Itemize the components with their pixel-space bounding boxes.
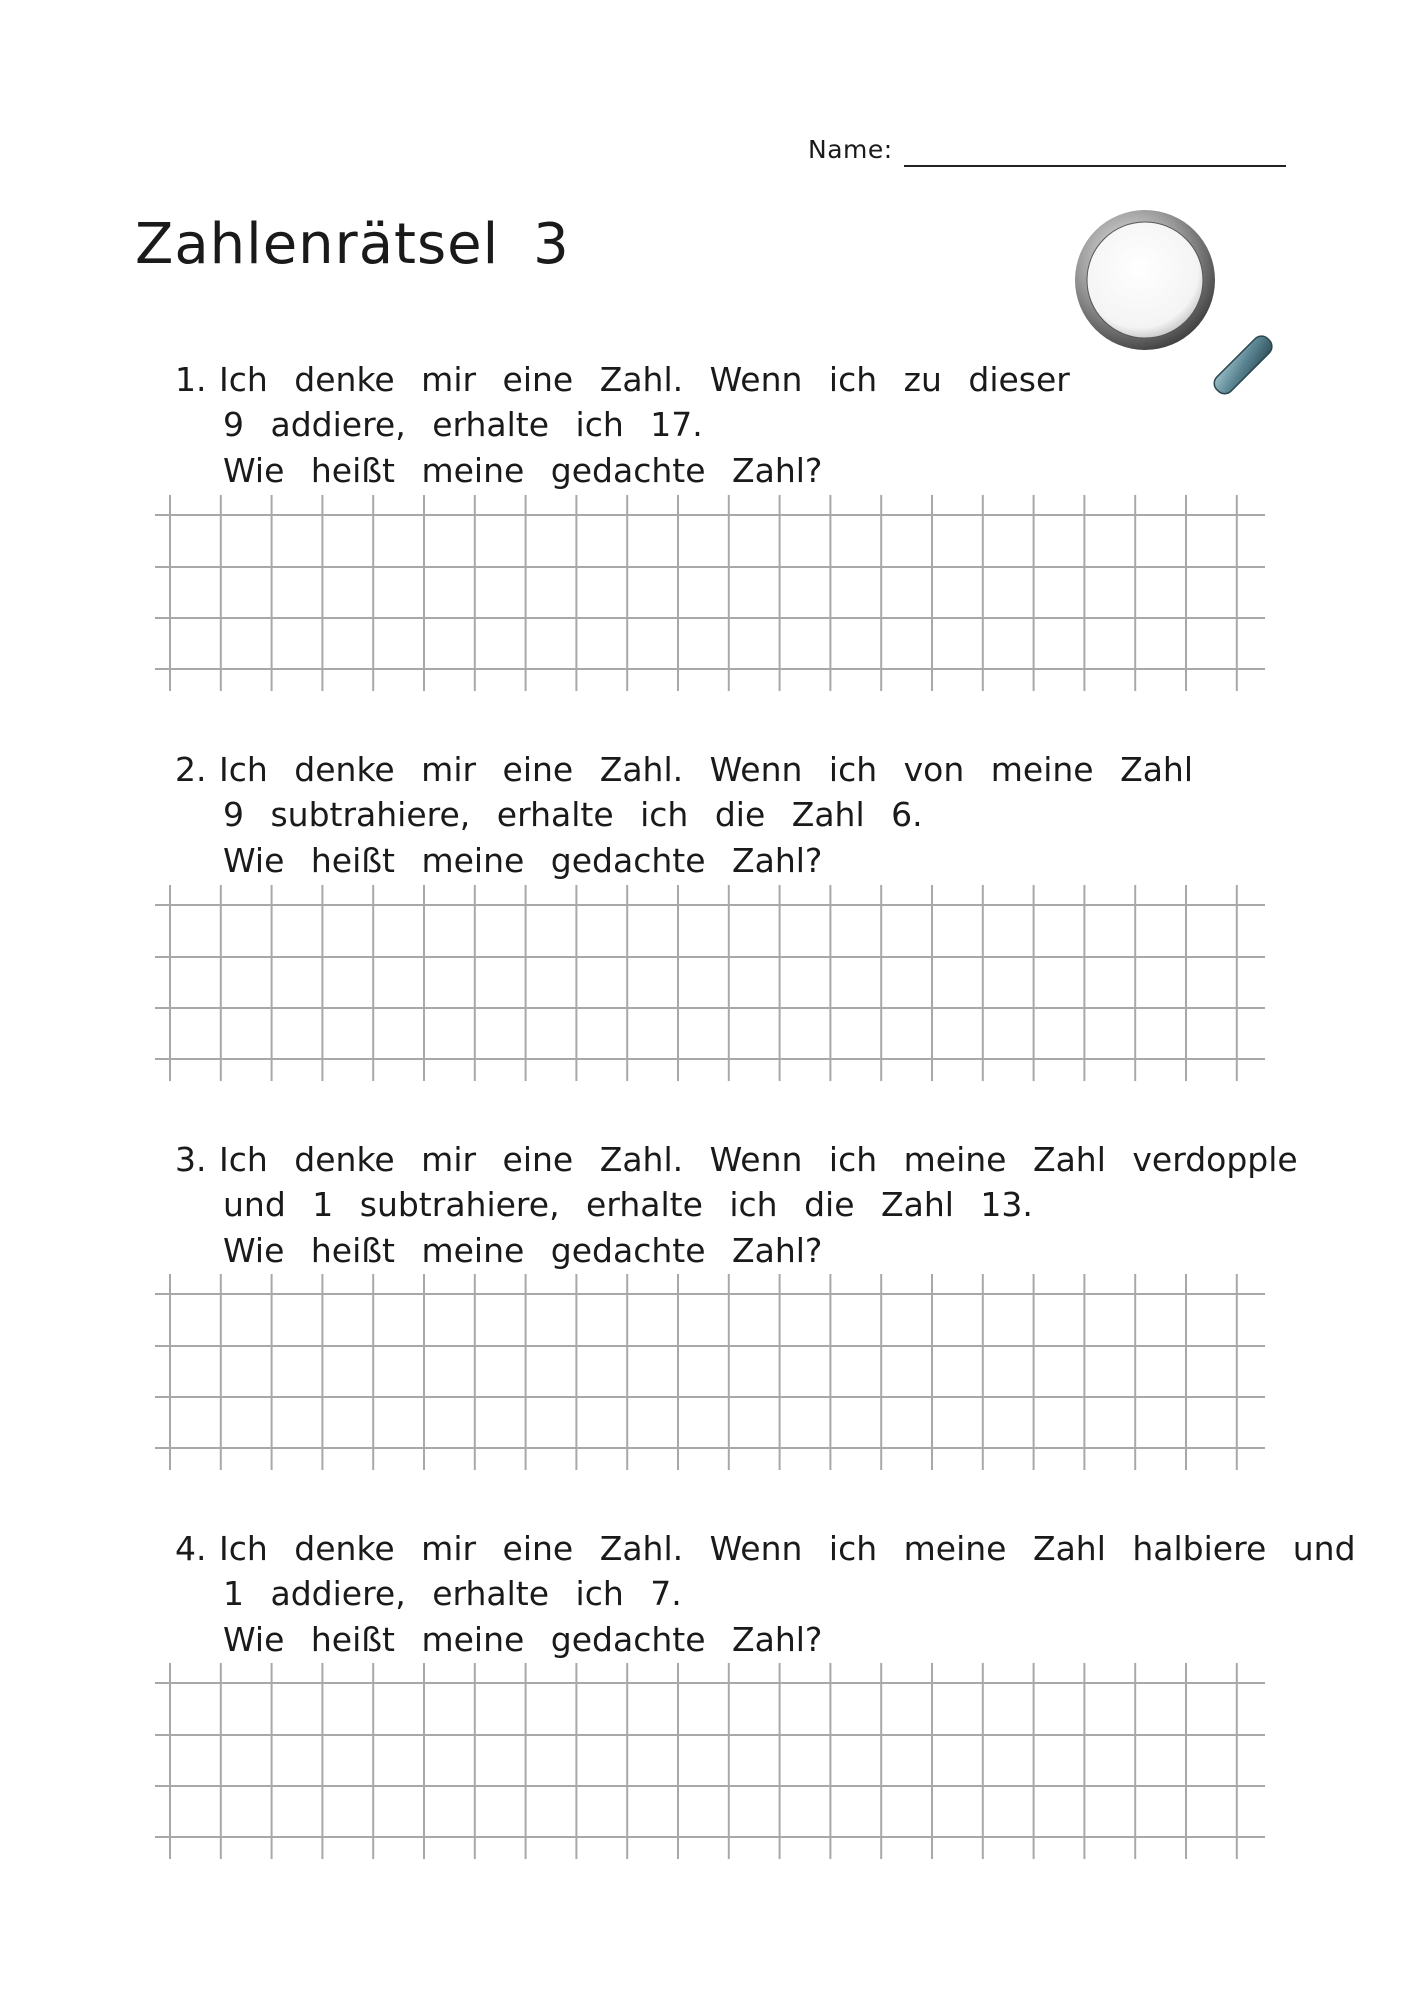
answer-grid-4[interactable]: [155, 1663, 1265, 1863]
task-text-line: 9 addiere, erhalte ich 17.: [223, 405, 703, 444]
task-text-line: Ich denke mir eine Zahl. Wenn ich meine Zahl halbiere und: [219, 1529, 1356, 1568]
task-text-line: Ich denke mir eine Zahl. Wenn ich zu dieser: [219, 360, 1070, 399]
task-number: 2.: [175, 750, 207, 789]
magnifying-glass-icon: [1060, 200, 1280, 430]
task-question-line: Wie heißt meine gedachte Zahl?: [223, 451, 823, 490]
task-number: 1.: [175, 360, 207, 399]
grid-lines: [155, 495, 1265, 695]
answer-grid-3[interactable]: [155, 1274, 1265, 1474]
task-text-line: und 1 subtrahiere, erhalte ich die Zahl 13.: [223, 1185, 1033, 1224]
grid-lines: [155, 1663, 1265, 1863]
title-word: Zahlenrätsel: [135, 212, 500, 277]
answer-grid-2[interactable]: [155, 885, 1265, 1085]
task-question-line: Wie heißt meine gedachte Zahl?: [223, 1620, 823, 1659]
title-number: 3: [533, 212, 570, 277]
task-text-line: Ich denke mir eine Zahl. Wenn ich von meine Zahl: [219, 750, 1194, 789]
worksheet-title: [135, 212, 570, 277]
task-number: 4.: [175, 1529, 207, 1568]
task-number: 3.: [175, 1140, 207, 1179]
answer-grid-1[interactable]: [155, 495, 1265, 695]
task-question-line: Wie heißt meine gedachte Zahl?: [223, 841, 823, 880]
name-field: [808, 135, 1288, 175]
grid-lines: [155, 885, 1265, 1085]
task-text-line: Ich denke mir eine Zahl. Wenn ich meine Zahl verdopple: [219, 1140, 1298, 1179]
task-question-line: Wie heißt meine gedachte Zahl?: [223, 1231, 823, 1270]
task-text-line: 9 subtrahiere, erhalte ich die Zahl 6.: [223, 795, 923, 834]
name-writing-line[interactable]: [904, 165, 1286, 167]
grid-lines: [155, 1274, 1265, 1474]
name-label: Name:: [808, 135, 893, 164]
task-text-line: 1 addiere, erhalte ich 7.: [223, 1574, 682, 1613]
